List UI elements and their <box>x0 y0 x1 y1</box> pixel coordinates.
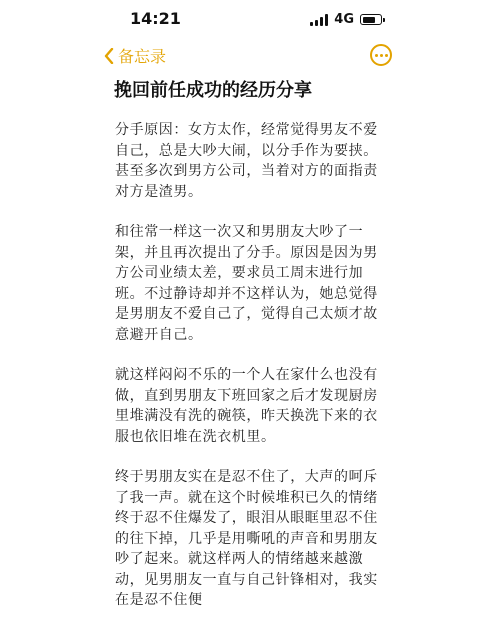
nav-bar <box>0 40 500 72</box>
note-body[interactable] <box>115 120 387 631</box>
status-indicators <box>310 12 382 27</box>
battery-fill <box>363 17 375 23</box>
signal-icon <box>310 14 328 26</box>
back-label: 备忘录 <box>118 47 167 66</box>
network-label: 4G <box>334 12 354 27</box>
note-paragraph: 和往常一样这一次又和男朋友大吵了一架，并且再次提出了分手。原因是因为男方公司业绩太差，要求员工周末进行加班。不过静诗却并不这样认为，她总觉得是男朋友不爱自己了，觉得自己太烦才故意避开自己。 <box>115 224 378 343</box>
back-button[interactable] <box>104 44 166 67</box>
note-paragraph: 就这样闷闷不乐的一个人在家什么也没有做，直到男朋友下班回家之后才发现厨房里堆满没有洗的碗筷，昨天换洗下来的衣服也依旧堆在洗衣机里。 <box>115 367 378 445</box>
note-paragraph: 分手原因：女方太作，经常觉得男友不爱自己，总是大吵大闹，以分手作为要挟。甚至多次到男方公司，当着对方的面指责对方是渣男。 <box>115 122 378 200</box>
battery-icon <box>360 14 382 25</box>
note-paragraph: 终于男朋友实在是忍不住了，大声的呵斥了我一声。就在这个时候堆积已久的情绪终于忍不住爆发了，眼泪从眼眶里忍不住的往下掉，几乎是用嘶吼的声音和男朋友吵了起来。就这样两人的情绪越来越激动，见男朋友一直与自己针锋相对，我实在是忍不住便 <box>115 469 378 608</box>
status-time: 14:21 <box>130 9 181 28</box>
status-bar <box>0 0 500 40</box>
note-title: 挽回前任成功的经历分享 <box>114 80 312 101</box>
ellipsis-circle-icon[interactable] <box>370 44 392 66</box>
chevron-left-icon <box>104 48 114 64</box>
